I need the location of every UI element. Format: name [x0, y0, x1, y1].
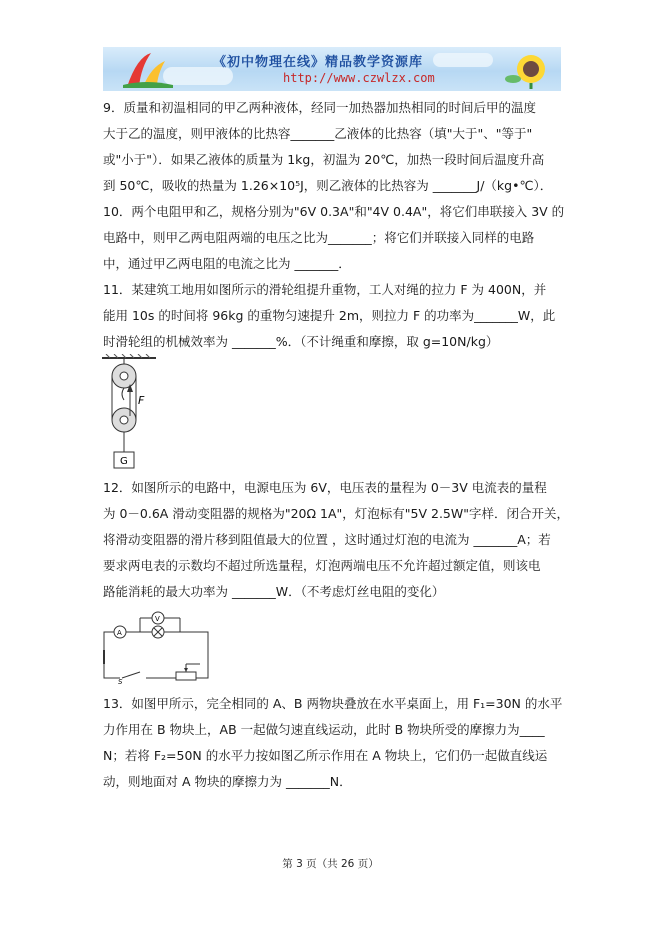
q12-line-5: 路能消耗的最大功率为 _______W．（不考虑灯丝电阻的变化）	[103, 584, 445, 599]
circuit-figure	[100, 606, 212, 684]
q10-line-3: 中，通过甲乙两电阻的电流之比为 _______．	[103, 256, 351, 271]
q13-line-3: N；若将 F₂=50N 的水平力按如图乙所示作用在 A 物块上，它们仍一起做直线运	[103, 748, 548, 763]
q11-line-2: 能用 10s 的时间将 96kg 的重物匀速提升 2m，则拉力 F 的功率为_______W，此	[103, 308, 556, 323]
logo-icon	[117, 49, 177, 89]
pulley-figure	[100, 354, 160, 474]
q11-line-1: 11．某建筑工地用如图所示的滑轮组提升重物，工人对绳的拉力 F 为 400N，并	[103, 282, 547, 297]
q11-line-3: 时滑轮组的机械效率为 _______%．（不计绳重和摩擦，取 g=10N/kg）	[103, 334, 499, 349]
force-label: F	[138, 394, 145, 407]
q13-line-1: 13．如图甲所示，完全相同的 A、B 两物块叠放在水平桌面上，用 F₁=30N 的水平	[103, 696, 563, 711]
q13-line-2: 力作用在 B 物块上，AB 一起做匀速直线运动，此时 B 物块所受的摩擦力为____	[103, 722, 545, 737]
banner-url: http://www.czwlzx.com	[283, 71, 435, 85]
banner-title: 《初中物理在线》精品教学资源库	[213, 55, 424, 70]
q12-line-1: 12．如图所示的电路中，电源电压为 6V，电压表的量程为 0－3V 电流表的量程	[103, 480, 547, 495]
page-number: 第 3 页（共 26 页）	[282, 858, 379, 870]
weight-label: G	[120, 456, 128, 467]
q9-line-1: 9．质量和初温相同的甲乙两种液体，经同一加热器加热相同的时间后甲的温度	[103, 100, 536, 115]
svg-text:S: S	[118, 678, 123, 684]
q9-line-2: 大于乙的温度，则甲液体的比热容_______乙液体的比热容（填"大于"、"等于"	[103, 126, 533, 141]
rheostat-icon	[176, 672, 196, 680]
q10-line-1: 10．两个电阻甲和乙，规格分别为"6V 0.3A"和"4V 0.4A"，将它们串联接入 3V 的	[103, 204, 565, 219]
q9-line-3: 或"小于"）．如果乙液体的质量为 1kg，初温为 20℃，加热一段时间后温度升高	[103, 152, 545, 167]
q12-line-2: 为 0－0.6A 滑动变阻器的规格为"20Ω 1A"，灯泡标有"5V 2.5W"字样．闭合开关，	[103, 506, 569, 521]
q12-line-3: 将滑动变阻器的滑片移到阻值最大的位置 ，这时通过灯泡的电流为 _______A；若	[103, 532, 551, 547]
svg-text:V: V	[155, 615, 160, 623]
header-banner	[103, 47, 561, 91]
q13-line-4: 动，则地面对 A 物块的摩擦力为 _______N．	[103, 774, 352, 789]
q9-line-4: 到 50℃，吸收的热量为 1.26×10⁵J，则乙液体的比热容为 _______J/（kg•℃）．	[103, 178, 553, 193]
q12-line-4: 要求两电表的示数均不超过所选量程，灯泡两端电压不允许超过额定值，则该电	[103, 558, 541, 573]
sunflower-icon	[503, 49, 555, 89]
q10-line-2: 电路中，则甲乙两电阻两端的电压之比为_______；将它们并联接入同样的电路	[103, 230, 535, 245]
svg-text:A: A	[117, 629, 122, 637]
